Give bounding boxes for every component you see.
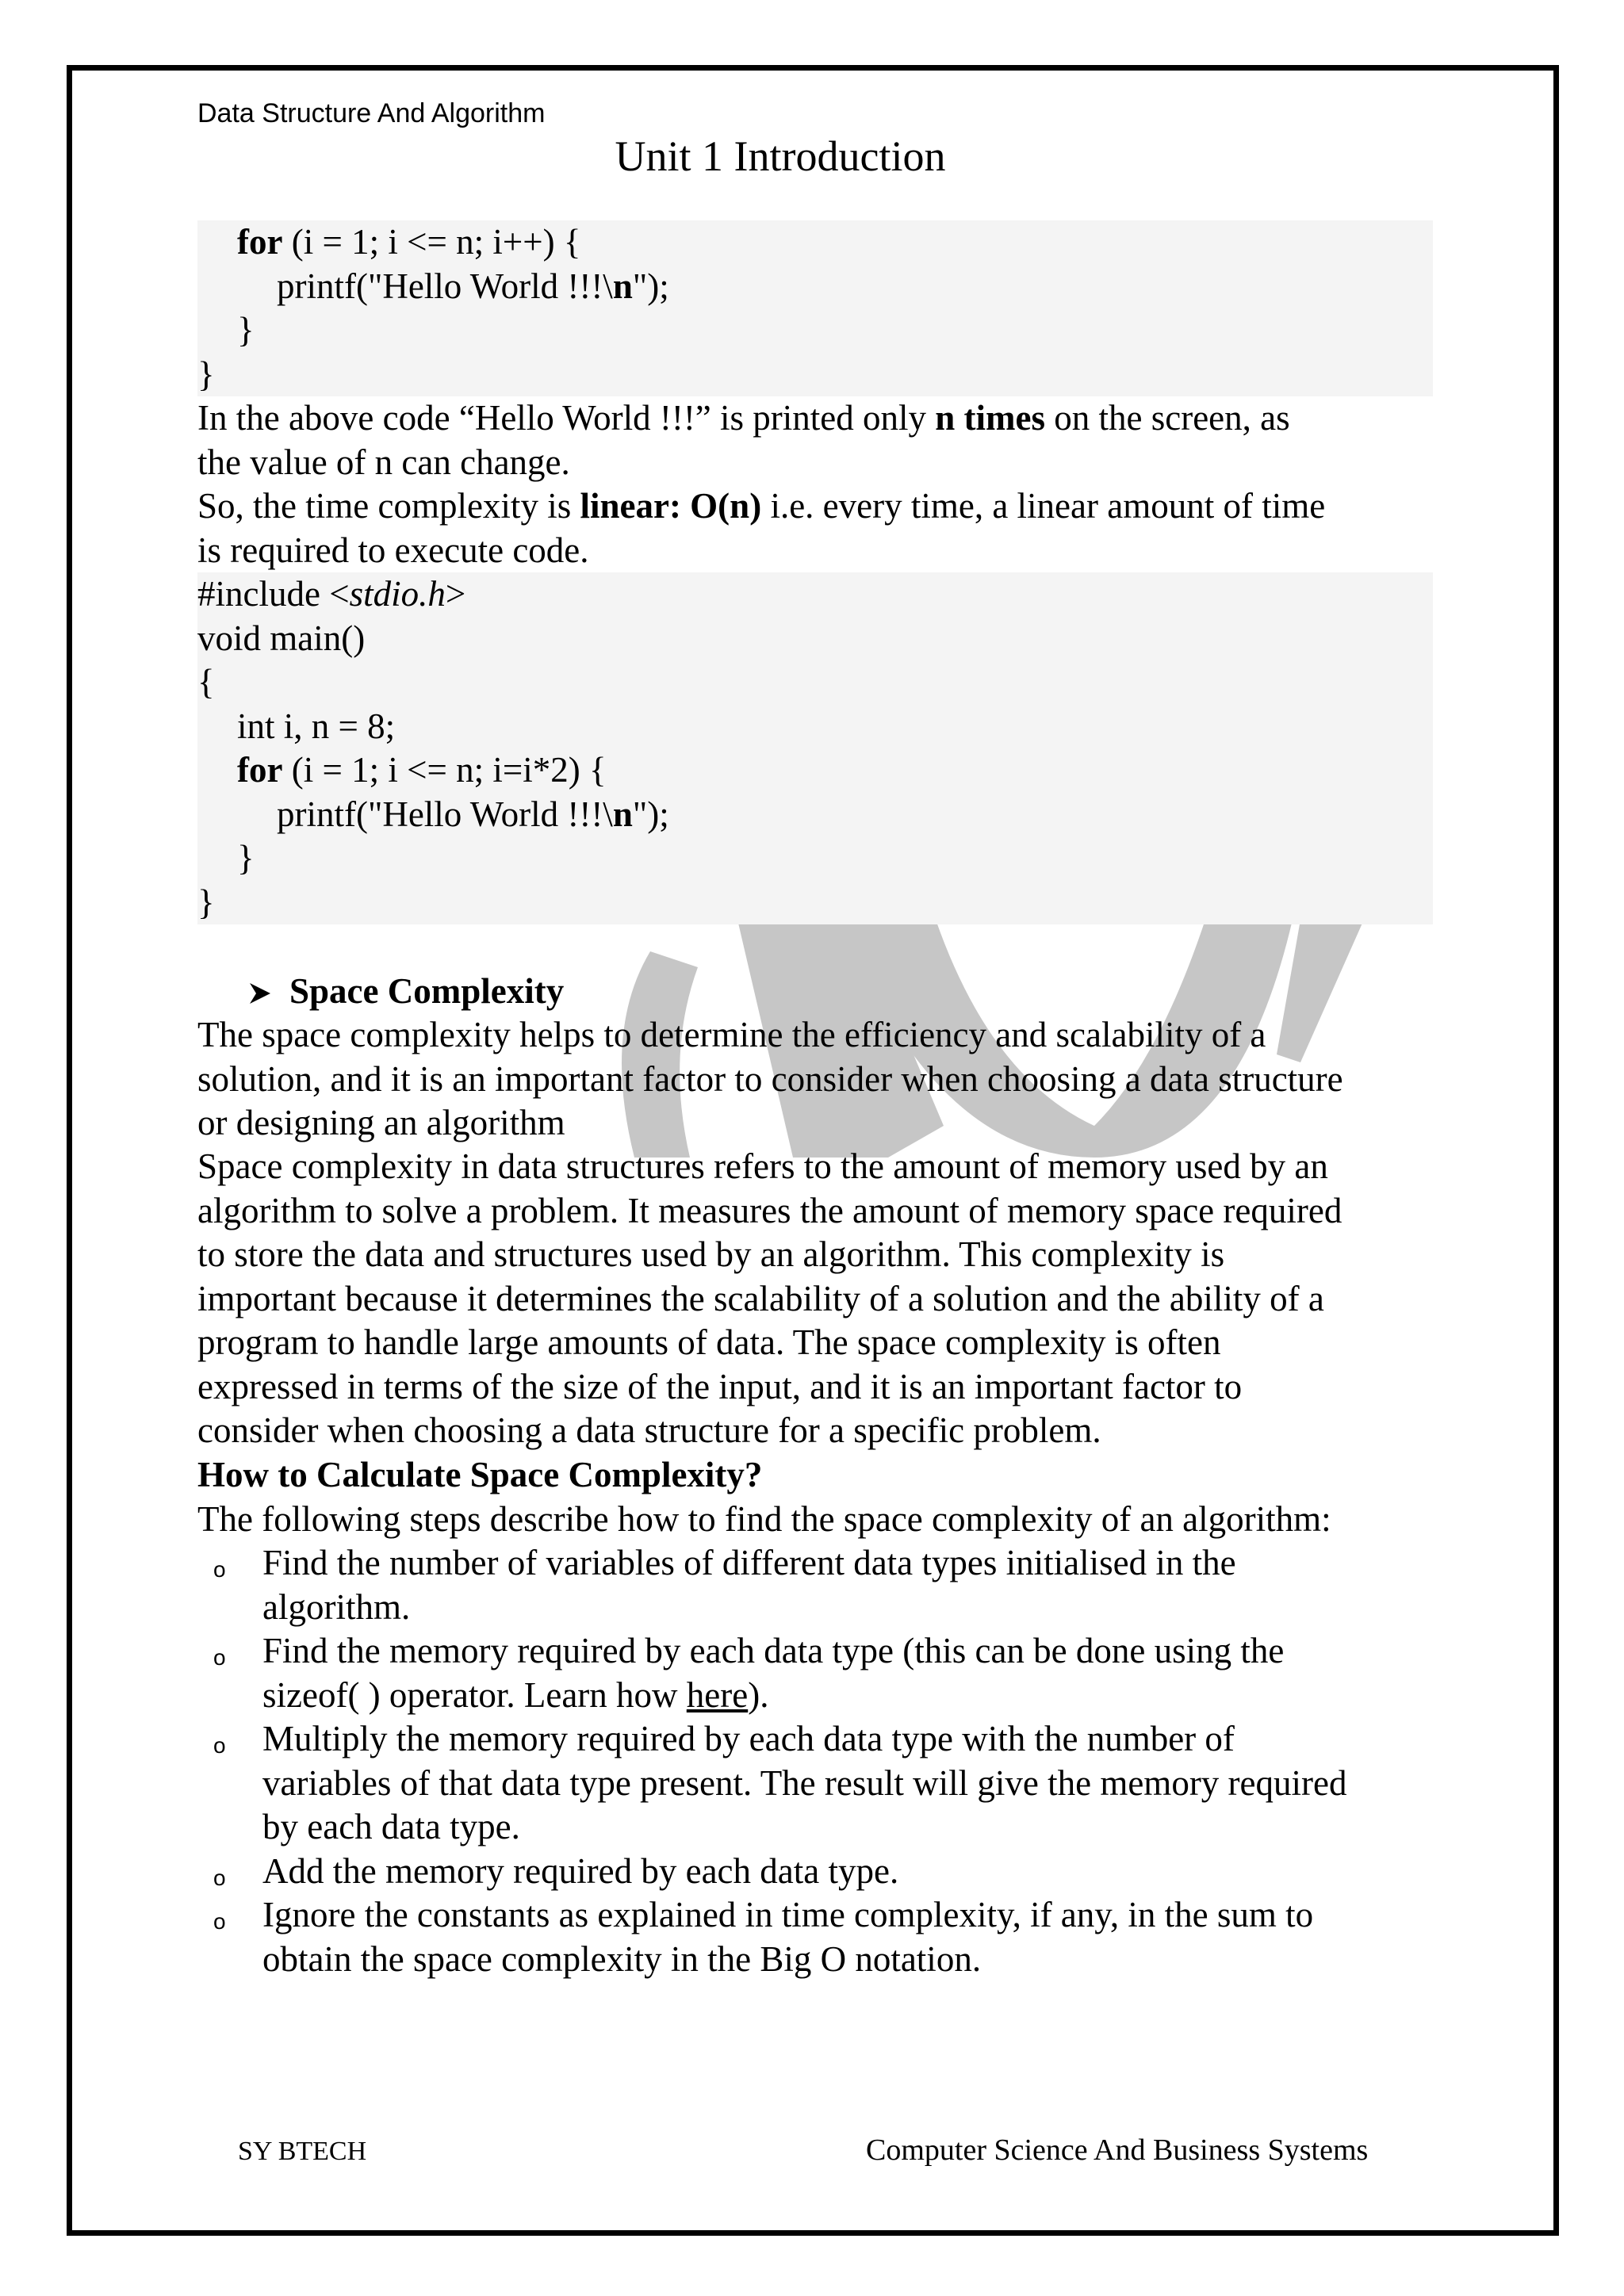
- list-item: o Find the memory required by each data type (this can be done using the sizeof( ) operator. Learn how here).: [213, 1631, 1285, 1715]
- code-block-linear: [197, 220, 1433, 396]
- circle-bullet-icon: o: [213, 1645, 226, 1670]
- code-line: #include <stdio.h>: [197, 574, 466, 614]
- space-complexity-intro: The space complexity helps to determine the efficiency and scalability of a solution, and it is an important factor to consider when choosing a data structure or designing an algorithm: [197, 1015, 1343, 1142]
- footer-left: SY BTECH: [238, 2137, 367, 2166]
- footer-right: Computer Science And Business Systems: [866, 2133, 1369, 2167]
- code-line: for (i = 1; i <= n; i++) {: [237, 222, 581, 262]
- arrow-bullet-icon: [248, 970, 272, 1014]
- here-link[interactable]: here: [686, 1674, 749, 1715]
- code-line: }: [197, 882, 215, 922]
- code-line: }: [197, 354, 215, 394]
- calc-intro: The following steps describe how to find the space complexity of an algorithm:: [197, 1498, 1331, 1539]
- code-line: }: [237, 838, 255, 878]
- course-header: Data Structure And Algorithm: [197, 98, 546, 128]
- code-line: printf("Hello World !!!\n");: [277, 794, 669, 834]
- code-line: printf("Hello World !!!\n");: [277, 266, 669, 306]
- list-item: o Ignore the constants as explained in time complexity, if any, in the sum to obtain the space complexity in the Big O notation.: [213, 1895, 1314, 1979]
- code-line: int i, n = 8;: [237, 706, 396, 746]
- space-complexity-definition: Space complexity in data structures refers to the amount of memory used by an algorithm to solve a problem. It measures the amount of memory space required to store the data and structures used by an algorithm. This complexity is important because it determines the scalability of a solution and the ability of a program to handle large amounts of data. The space complexity is often expressed in terms of the size of the input, and it is an important factor to consider when choosing a data structure for a specific problem.: [197, 1146, 1342, 1450]
- circle-bullet-icon: o: [213, 1865, 226, 1890]
- circle-bullet-icon: o: [213, 1557, 226, 1582]
- calc-heading: How to Calculate Space Complexity? The following steps describe how to find the space complexity of an algorithm:: [197, 1453, 1434, 1541]
- list-item: o Find the number of variables of different data types initialised in the algorithm.: [213, 1543, 1236, 1627]
- linear-explanation: In the above code “Hello World !!!” is printed only n times on the screen, as the value of n can change. So, the time complexity is linear: O(n) i.e. every time, a linear amount of time is required to execute code.: [197, 398, 1326, 570]
- code-line: for (i = 1; i <= n; i=i*2) {: [237, 750, 607, 790]
- page-title: Unit 1 Introduction: [615, 132, 946, 180]
- code-line: }: [237, 310, 255, 350]
- code-block-log: [197, 572, 1433, 924]
- steps-list: [197, 1541, 1450, 1981]
- list-item: o Add the memory required by each data type.: [197, 1850, 1450, 1894]
- code-line: void main(): [197, 618, 366, 658]
- section-heading-space-complexity: Space Complexity: [248, 970, 564, 1014]
- code-line: {: [197, 662, 215, 702]
- circle-bullet-icon: o: [213, 1909, 226, 1934]
- circle-bullet-icon: o: [213, 1733, 226, 1758]
- list-item: o Multiply the memory required by each data type with the number of variables of that data type present. The result will give the memory required by each data type.: [213, 1719, 1347, 1846]
